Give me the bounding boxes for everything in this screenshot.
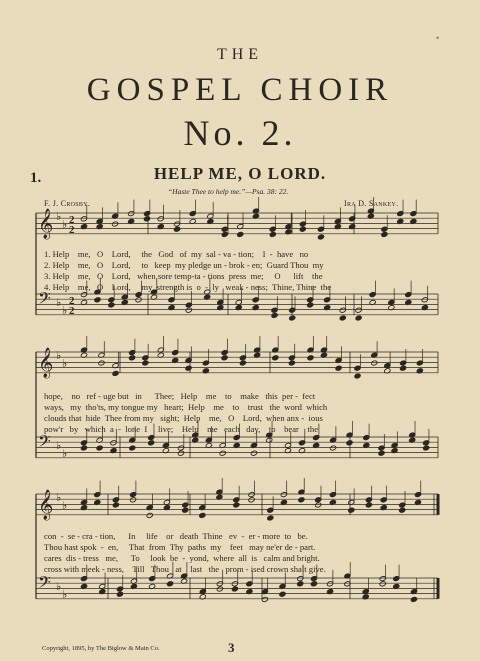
notehead bbox=[221, 355, 228, 361]
notehead bbox=[299, 226, 306, 232]
lyric-line: cross with meek - ness, Till Thou at last the prom - ised crown shalt give. bbox=[44, 564, 326, 574]
notehead bbox=[378, 450, 385, 456]
flat-icon: ♭ bbox=[62, 448, 68, 460]
notehead bbox=[185, 307, 192, 313]
notehead bbox=[400, 365, 407, 371]
lyric-line: Thou hast spok - en, That from Thy paths my feet may ne'er de - part. bbox=[44, 542, 316, 552]
hymn-epigraph: “Haste Thee to help me.”—Psa. 38: 22. bbox=[168, 187, 289, 196]
flat-icon: ♭ bbox=[56, 581, 62, 593]
notehead bbox=[216, 586, 223, 592]
page-number: 3 bbox=[228, 640, 235, 655]
notehead bbox=[279, 591, 286, 597]
notehead bbox=[146, 512, 153, 518]
notehead bbox=[96, 445, 103, 451]
hymn-author: F. J. Crosby. bbox=[44, 199, 91, 208]
lyric-line: pow'r by which a - lone I live; Help me each day, to bear the bbox=[44, 424, 319, 434]
notehead bbox=[371, 360, 378, 366]
notehead bbox=[144, 216, 151, 222]
treble-clef-icon: 𝄞 bbox=[38, 209, 54, 239]
notehead bbox=[348, 507, 355, 513]
notehead bbox=[381, 231, 388, 237]
flat-icon: ♭ bbox=[56, 492, 62, 504]
notehead bbox=[330, 445, 337, 451]
book-volume-number: No. 2. bbox=[183, 113, 297, 153]
notehead bbox=[182, 507, 189, 513]
time-signature: 2 bbox=[69, 214, 75, 226]
flat-icon: ♭ bbox=[62, 358, 68, 370]
book-title: GOSPEL CHOIR bbox=[86, 72, 394, 108]
flat-icon: ♭ bbox=[56, 211, 62, 223]
book-title-prefix: THE bbox=[216, 46, 264, 63]
lyric-line: 4. Help me, O Lord, my strength is o - ly weak - ness; Thine, Thine the bbox=[44, 282, 332, 292]
notehead bbox=[237, 231, 244, 237]
flat-icon: ♭ bbox=[62, 589, 68, 601]
notehead bbox=[399, 507, 406, 513]
notehead bbox=[129, 355, 136, 361]
bass-clef-icon: 𝄢 bbox=[38, 572, 51, 596]
notehead bbox=[346, 440, 353, 446]
notehead bbox=[177, 450, 184, 456]
notehead bbox=[108, 302, 115, 308]
notehead bbox=[233, 502, 240, 508]
notehead bbox=[365, 502, 372, 508]
notehead bbox=[98, 360, 105, 366]
hymn-title: HELP ME, O LORD. bbox=[153, 164, 327, 183]
notehead bbox=[307, 355, 314, 361]
treble-clef-icon: 𝄞 bbox=[38, 490, 54, 520]
lyric-line: ways, my tho'ts, my tongue my heart; Help me to trust the word which bbox=[44, 402, 328, 412]
notehead bbox=[167, 581, 174, 587]
corner-mark: • bbox=[436, 33, 440, 43]
notehead bbox=[335, 365, 342, 371]
notehead bbox=[339, 315, 346, 321]
treble-clef-icon: 𝄞 bbox=[38, 348, 54, 378]
notehead bbox=[307, 302, 314, 308]
notehead bbox=[112, 221, 119, 227]
notehead bbox=[112, 502, 119, 508]
flat-icon: ♭ bbox=[62, 500, 68, 512]
notehead bbox=[315, 502, 322, 508]
lyric-line: con - se - cra - tion, In life or death Thine ev - er - more to be. bbox=[44, 531, 308, 541]
notehead bbox=[129, 445, 136, 451]
lyric-line: 2. Help me, O Lord, to keep my pledge un - brok - en; Guard Thou my bbox=[44, 260, 324, 270]
bass-clef-icon: 𝄢 bbox=[38, 288, 51, 312]
notehead bbox=[221, 231, 228, 237]
notehead bbox=[310, 581, 317, 587]
notehead bbox=[142, 360, 149, 366]
notehead bbox=[354, 373, 361, 379]
notehead bbox=[289, 315, 296, 321]
lyric-line: clouds that hide Thee from my sight; Help me, O Lord, when anx - ious bbox=[44, 413, 323, 423]
hymn-number: 1. bbox=[30, 170, 42, 186]
time-signature: 2 bbox=[69, 224, 75, 236]
flat-icon: ♭ bbox=[56, 440, 62, 452]
notehead bbox=[185, 365, 192, 371]
notehead bbox=[130, 497, 137, 503]
lyric-line: hope, no ref - uge but in Thee; Help me to make this per - fect bbox=[44, 391, 316, 401]
notehead bbox=[355, 315, 362, 321]
notehead bbox=[297, 581, 304, 587]
notehead bbox=[248, 497, 255, 503]
flat-icon: ♭ bbox=[56, 350, 62, 362]
notehead bbox=[80, 445, 87, 451]
flat-icon: ♭ bbox=[62, 305, 68, 317]
notehead bbox=[94, 297, 101, 303]
notehead bbox=[261, 596, 268, 602]
notehead bbox=[250, 450, 257, 456]
notehead bbox=[135, 297, 142, 303]
notehead bbox=[199, 512, 206, 518]
notehead bbox=[116, 591, 123, 597]
hymn-composer: Ira D. Sankey. bbox=[344, 199, 399, 208]
notehead bbox=[239, 360, 246, 366]
bass-clef-icon: 𝄢 bbox=[38, 431, 51, 455]
notehead bbox=[317, 234, 324, 240]
notehead bbox=[112, 370, 119, 376]
notehead bbox=[379, 581, 386, 587]
notehead bbox=[423, 445, 430, 451]
notehead bbox=[271, 312, 278, 318]
notehead bbox=[219, 450, 226, 456]
notehead bbox=[298, 497, 305, 503]
notehead bbox=[267, 515, 274, 521]
copyright-notice: Copyright, 1895, by The Biglow & Main Co. bbox=[42, 645, 160, 652]
time-signature: 2 bbox=[69, 295, 75, 307]
notehead bbox=[410, 596, 417, 602]
lyric-line: 3. Help me, O Lord, when sore temp-ta - tions press me; O lift the bbox=[44, 271, 323, 281]
flat-icon: ♭ bbox=[62, 219, 68, 231]
notehead bbox=[269, 231, 276, 237]
time-signature: 2 bbox=[69, 305, 75, 317]
notehead bbox=[288, 360, 295, 366]
notehead bbox=[272, 355, 279, 361]
notehead bbox=[174, 226, 181, 232]
notehead bbox=[231, 586, 238, 592]
lyric-line: cares dis - tress me, To look be - yond, where all is calm and bright. bbox=[44, 553, 320, 563]
lyric-line: 1. Help me, O Lord, the God of my sal - va - tion; I - have no bbox=[44, 249, 309, 259]
notehead bbox=[148, 440, 155, 446]
flat-icon: ♭ bbox=[56, 297, 62, 309]
